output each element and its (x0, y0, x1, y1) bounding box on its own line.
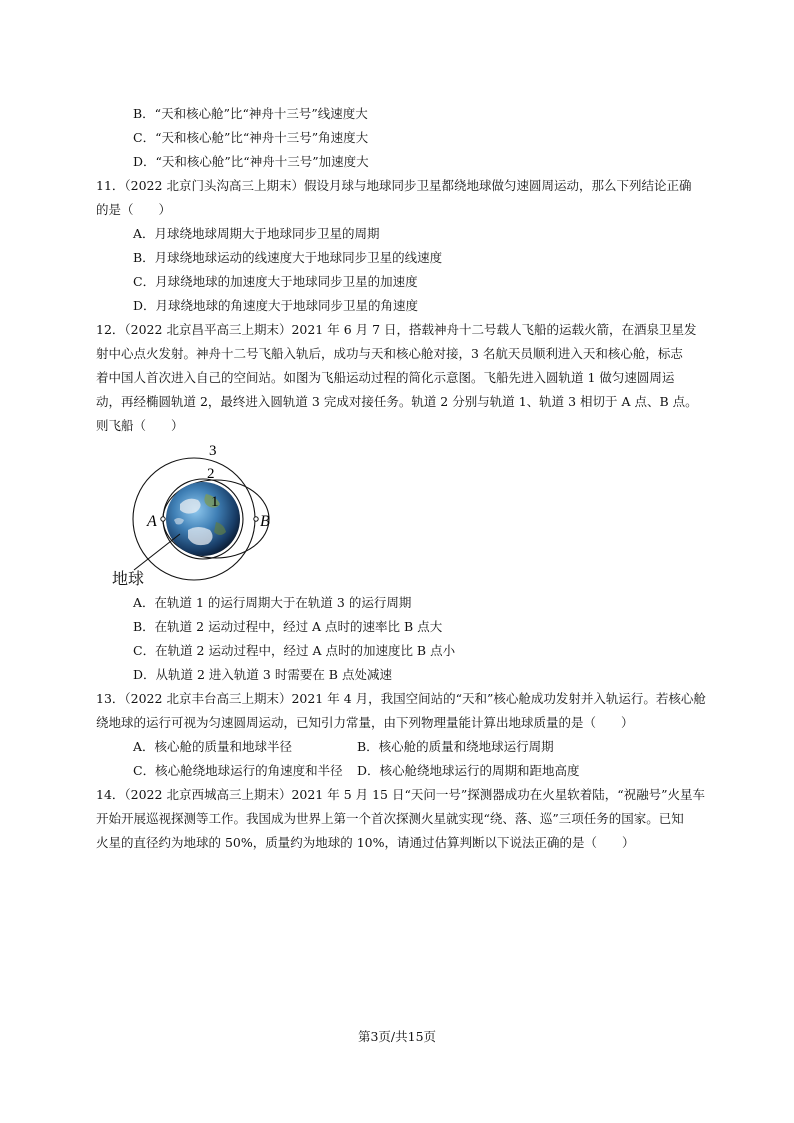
q10-option-b: B．“天和核心舱”比“神舟十三号”线速度大 (133, 106, 368, 121)
q10-option-d: D．“天和核心舱”比“神舟十三号”加速度大 (133, 154, 369, 169)
q11-stem-line2: 的是（ ） (96, 202, 172, 217)
point-b-label: B (260, 513, 270, 530)
orbit-1-label: 1 (211, 494, 219, 510)
q11-option-c: C．月球绕地球的加速度大于地球同步卫星的加速度 (133, 274, 418, 289)
q12-stem-line2: 射中心点火发射。神舟十二号飞船入轨后，成功与天和核心舱对接，3 名航天员顺利进入天和核心舱，标志 (96, 346, 683, 361)
q12-stem-line5: 则飞船（ ） (96, 418, 184, 433)
earth-icon (166, 482, 240, 556)
orbit-2-label: 2 (207, 466, 215, 482)
q13-option-c: C．核心舱绕地球运行的角速度和半径 (133, 763, 343, 778)
point-a-marker (161, 517, 165, 521)
page-footer: 第3页/共15页 (357, 1029, 437, 1044)
q12-option-a: A．在轨道 1 的运行周期大于在轨道 3 的运行周期 (133, 595, 412, 610)
q13-option-d: D．核心舱绕地球运行的周期和距地高度 (357, 763, 580, 778)
q11-stem-line1: 11．（2022 北京门头沟高三上期末）假设月球与地球同步卫星都绕地球做匀速圆周运动，那么下列结论正确 (96, 178, 692, 193)
q12-stem-line3: 着中国人首次进入自己的空间站。如图为飞船运动过程的简化示意图。飞船先进入圆轨道 1 做匀速圆周运 (96, 370, 675, 385)
point-a-label: A (147, 513, 157, 530)
q12-option-c: C．在轨道 2 运动过程中，经过 A 点时的加速度比 B 点小 (133, 643, 456, 658)
earth-label: 地球 (112, 569, 145, 588)
q11-option-d: D．月球绕地球的角速度大于地球同步卫星的角速度 (133, 298, 419, 313)
earth-leader-line (134, 534, 180, 570)
q13-option-a: A．核心舱的质量和地球半径 (133, 739, 293, 754)
q13-stem-line2: 绕地球的运行可视为匀速圆周运动，已知引力常量，由下列物理量能计算出地球质量的是（ ） (96, 715, 634, 730)
q12-option-b: B．在轨道 2 运动过程中，经过 A 点时的速率比 B 点大 (133, 619, 443, 634)
q10-option-c: C．“天和核心舱”比“神舟十三号”角速度大 (133, 130, 369, 145)
q13-option-b: B．核心舱的质量和绕地球运行周期 (357, 739, 554, 754)
q14-stem-line3: 火星的直径约为地球的 50%，质量约为地球的 10%，请通过估算判断以下说法正确的是（ ） (96, 835, 635, 850)
q14-stem-line2: 开始开展巡视探测等工作。我国成为世界上第一个首次探测火星就实现“绕、落、巡”三项任务的国家。已知 (96, 811, 684, 826)
q12-stem-line4: 动，再经椭圆轨道 2，最终进入圆轨道 3 完成对接任务。轨道 2 分别与轨道 1、轨道 3 相切于 A 点、B 点。 (96, 394, 698, 409)
q11-option-b: B．月球绕地球运动的线速度大于地球同步卫星的线速度 (133, 250, 443, 265)
q12-stem-line1: 12．（2022 北京昌平高三上期末）2021 年 6 月 7 日，搭载神舟十二号载人飞船的运载火箭，在酒泉卫星发 (96, 322, 697, 337)
point-b-marker (254, 517, 258, 521)
q13-stem-line1: 13．（2022 北京丰台高三上期末）2021 年 4 月，我国空间站的“天和”核心舱成功发射并入轨运行。若核心舱 (96, 691, 706, 706)
q11-option-a: A．月球绕地球周期大于地球同步卫星的周期 (133, 226, 380, 241)
q12-option-d: D．从轨道 2 进入轨道 3 时需要在 B 点处减速 (133, 667, 392, 682)
orbit-3-label: 3 (209, 443, 217, 459)
q14-stem-line1: 14．（2022 北京西城高三上期末）2021 年 5 月 15 日“天问一号”探测器成功在火星软着陆，“祝融号”火星车 (96, 787, 706, 802)
